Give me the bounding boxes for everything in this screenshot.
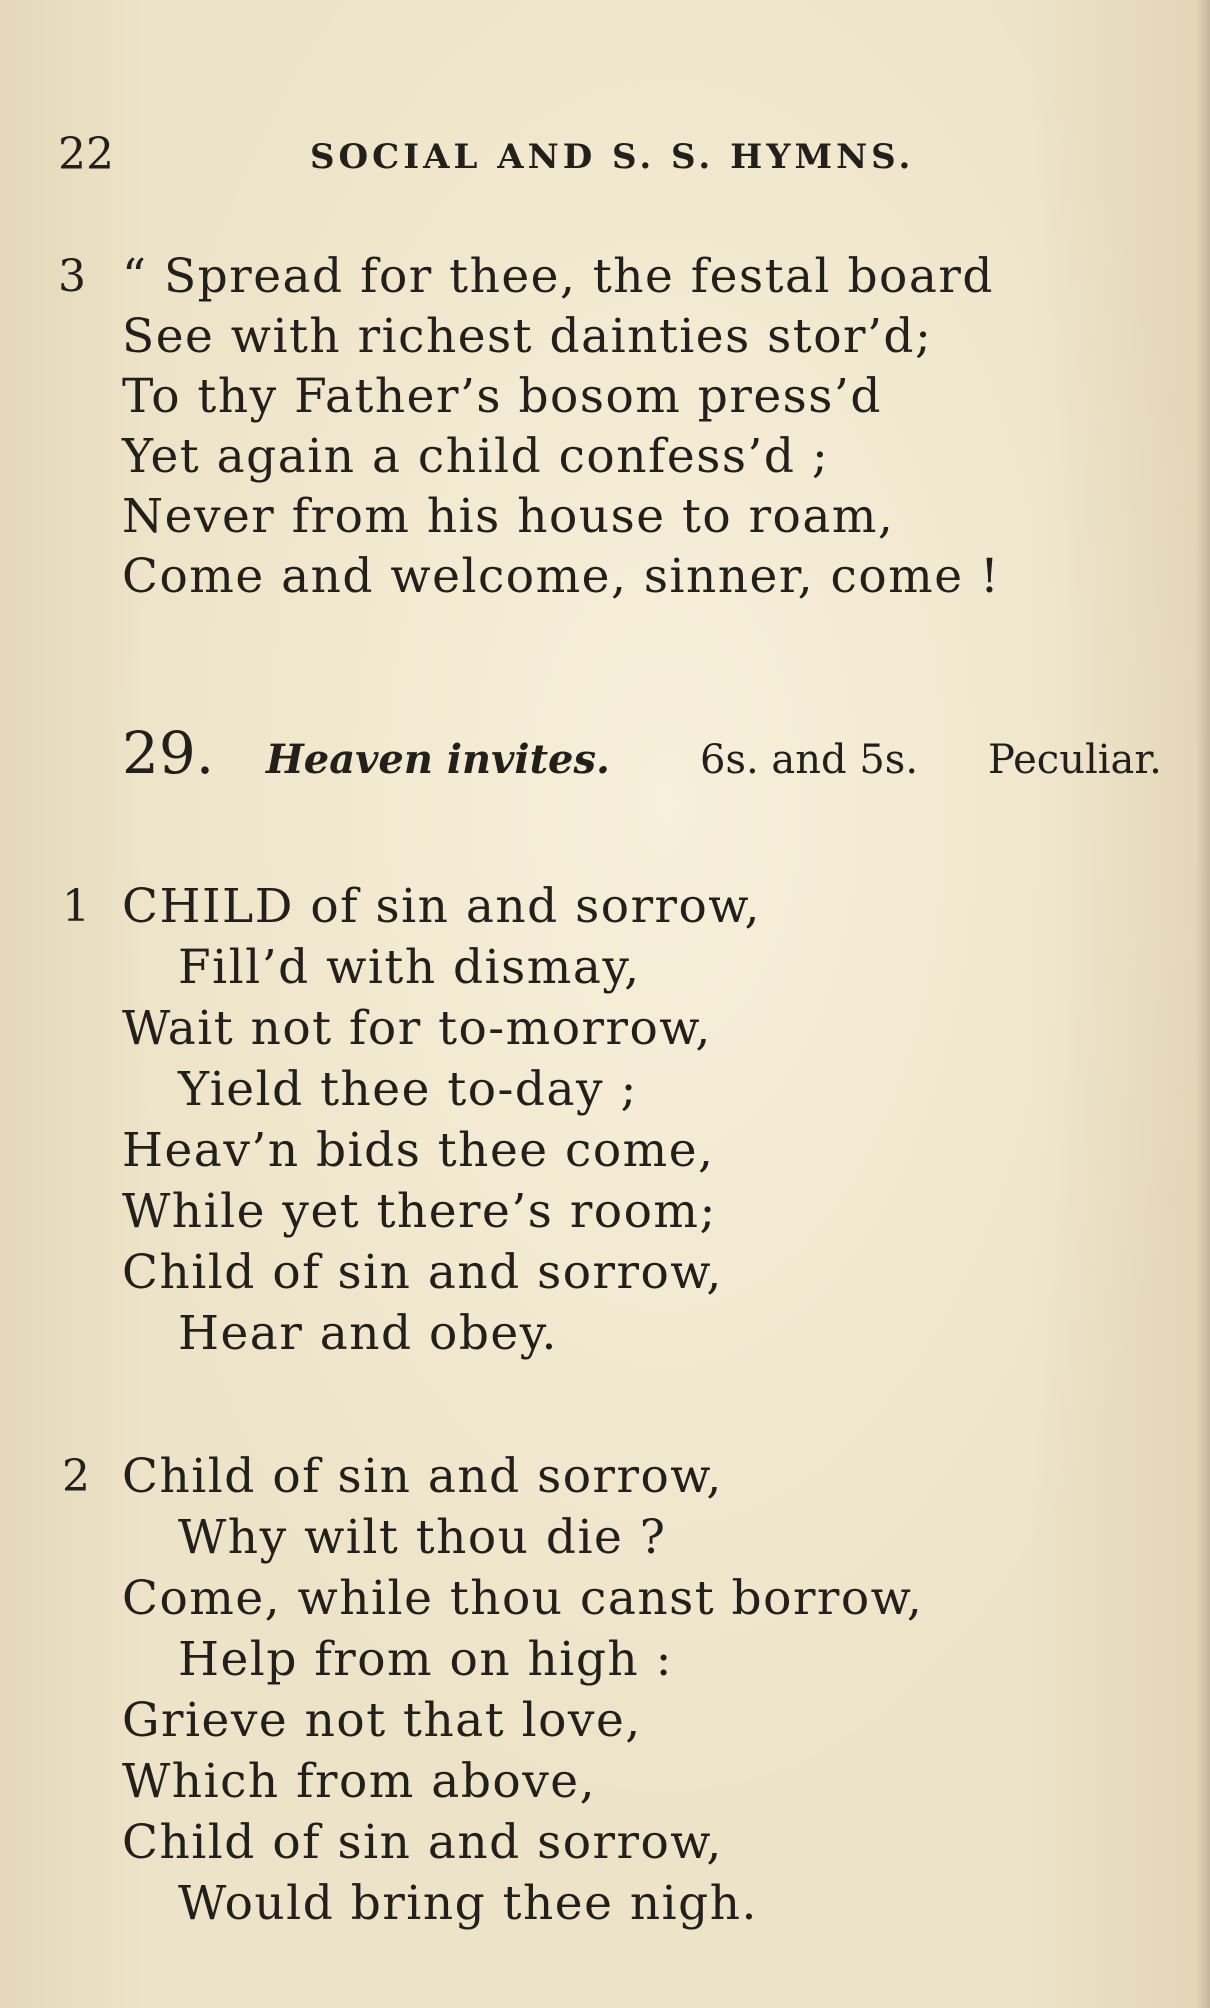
hymn-heading xyxy=(0,718,1210,788)
verse-line: Help from on high : xyxy=(178,1632,673,1687)
verse-line: Heav’n bids thee come, xyxy=(122,1123,715,1178)
verse-line: Child of sin and sorrow, xyxy=(122,1449,723,1504)
verse-line: Would bring thee nigh. xyxy=(178,1876,758,1931)
verse-line: Grieve not that love, xyxy=(122,1693,642,1748)
page-edge-shadow xyxy=(1196,0,1210,2008)
verse-line: See with richest dainties stor’d; xyxy=(122,309,933,364)
stanza-number: 2 xyxy=(62,1451,90,1502)
verse-line: Hear and obey. xyxy=(178,1306,558,1361)
page-header xyxy=(0,130,1210,180)
verse-line: Come and welcome, sinner, come ! xyxy=(122,549,1001,604)
verse-line: Wait not for to-morrow, xyxy=(122,1001,712,1056)
verse-line: CHILD of sin and sorrow, xyxy=(122,879,761,934)
verse-line: Why wilt thou die ? xyxy=(178,1510,667,1565)
hymn-title: Heaven invites. xyxy=(266,736,610,783)
verse-line: Yield thee to-day ; xyxy=(178,1062,638,1117)
running-head: SOCIAL AND S. S. HYMNS. xyxy=(310,137,915,177)
verse-line: Fill’d with dismay, xyxy=(178,940,641,995)
verse-line: Come, while thou canst borrow, xyxy=(122,1571,924,1626)
page-number: 22 xyxy=(58,129,114,180)
hymn-meter: 6s. and 5s. xyxy=(700,737,919,783)
verse-line: Yet again a child confess’d ; xyxy=(122,429,830,484)
hymn-number: 29. xyxy=(122,719,215,787)
verse-line: While yet there’s room; xyxy=(122,1184,717,1239)
verse-line: To thy Father’s bosom press’d xyxy=(122,369,882,424)
verse-line: “ Spread for thee, the festal board xyxy=(122,249,994,304)
stanza-number: 1 xyxy=(62,881,90,932)
verse-line: Which from above, xyxy=(122,1754,597,1809)
stanza-number: 3 xyxy=(58,251,86,302)
verse-line: Child of sin and sorrow, xyxy=(122,1815,723,1870)
verse-line: Child of sin and sorrow, xyxy=(122,1245,723,1300)
verse-line: Never from his house to roam, xyxy=(122,489,895,544)
hymn-tune: Peculiar. xyxy=(988,737,1162,783)
